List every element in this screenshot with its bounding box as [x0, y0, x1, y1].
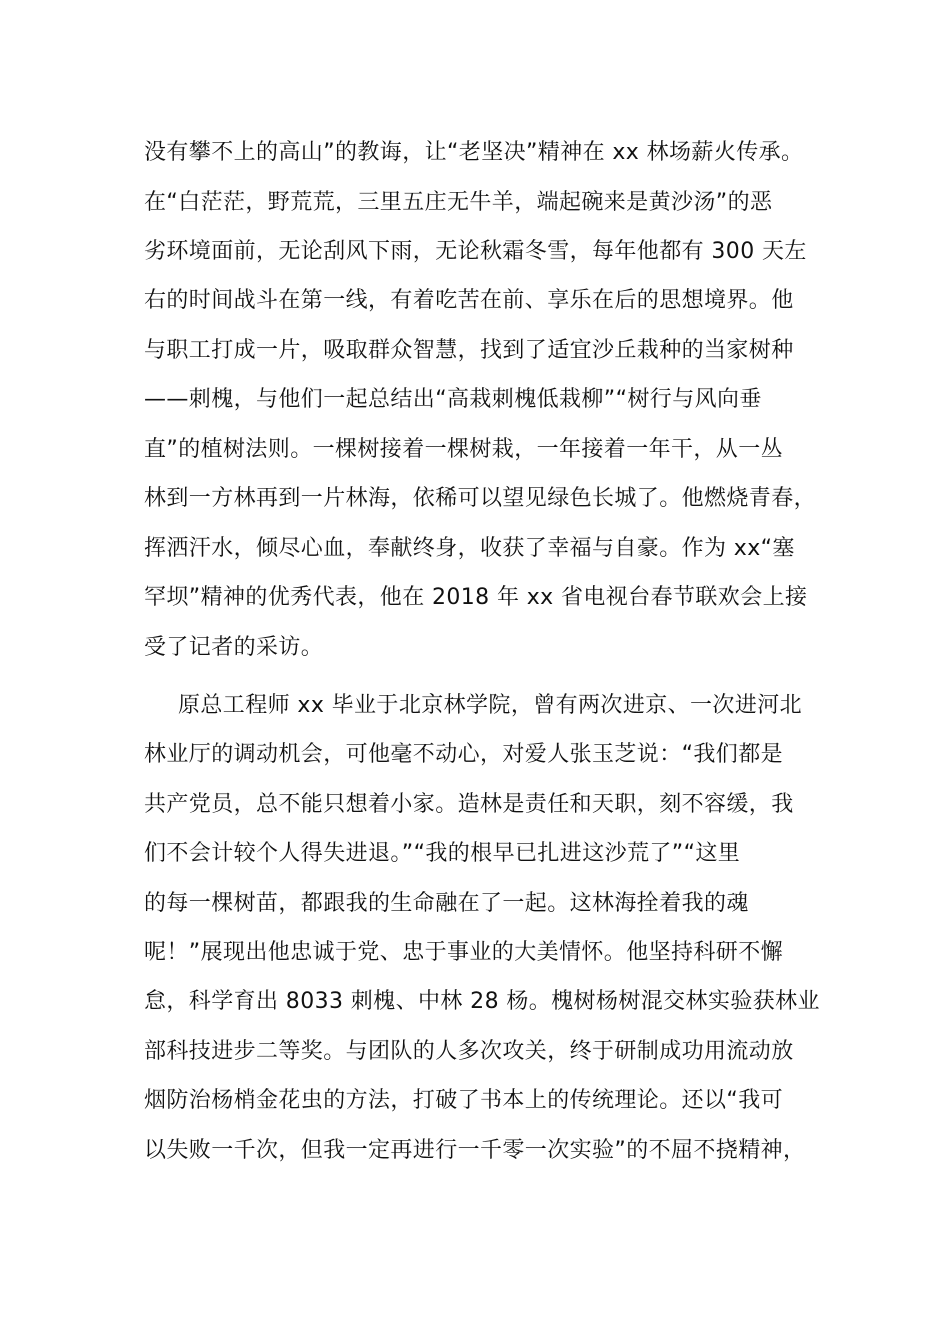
text-line: 受了记者的采访。 [144, 635, 324, 660]
text-line: 们不会计较个人得失进退。”“我的根早已扎进这沙荒了”“这里 [144, 841, 741, 866]
text-line: 在“白茫茫，野荒荒，三里五庄无牛羊，端起碗来是黄沙汤”的恶 [144, 190, 773, 215]
text-line: 右的时间战斗在第一线，有着吃苦在前、享乐在后的思想境界。他 [144, 288, 794, 313]
text-line: 劣环境面前，无论刮风下雨，无论秋霜冬雪，每年他都有 300 天左 [144, 239, 807, 264]
text-line: 怠，科学育出 8033 刺槐、中林 28 杨。槐树杨树混交林实验获林业 [144, 989, 820, 1014]
text-line: 部科技进步二等奖。与团队的人多次攻关，终于研制成功用流动放 [144, 1039, 794, 1064]
text-line: 林到一方林再到一片林海，依稀可以望见绿色长城了。他燃烧青春， [144, 486, 817, 511]
text-line: 呢！”展现出他忠诚于党、忠于事业的大美情怀。他坚持科研不懈 [144, 940, 783, 965]
text-line: 直”的植树法则。一棵树接着一棵树栽，一年接着一年干，从一丛 [144, 437, 783, 462]
text-line: 共产党员，总不能只想着小家。造林是责任和天职，刻不容缓，我 [144, 792, 794, 817]
text-line: ——刺槐，与他们一起总结出“高栽刺槐低栽柳”“树行与风向垂 [144, 387, 762, 412]
text-line: 林业厅的调动机会，可他毫不动心，对爱人张玉芝说：“我们都是 [144, 742, 783, 767]
text-line: 烟防治杨梢金花虫的方法，打破了书本上的传统理论。还以“我可 [144, 1088, 783, 1113]
text-line: 以失败一千次，但我一定再进行一千零一次实验”的不屈不挠精神， [144, 1138, 806, 1163]
text-line: 与职工打成一片，吸取群众智慧，找到了适宜沙丘栽种的当家树种 [144, 338, 794, 363]
text-line: 罕坝”精神的优秀代表，他在 2018 年 xx 省电视台春节联欢会上接 [144, 585, 808, 610]
text-line: 原总工程师 xx 毕业于北京林学院，曾有两次进京、一次进河北 [178, 693, 803, 718]
text-line: 的每一棵树苗，都跟我的生命融在了一起。这林海拴着我的魂 [144, 891, 749, 916]
text-line: 没有攀不上的高山”的教诲，让“老坚决”精神在 xx 林场薪火传承。 [144, 140, 804, 165]
text-line: 挥洒汗水，倾尽心血，奉献终身，收获了幸福与自豪。作为 xx“塞 [144, 536, 795, 561]
